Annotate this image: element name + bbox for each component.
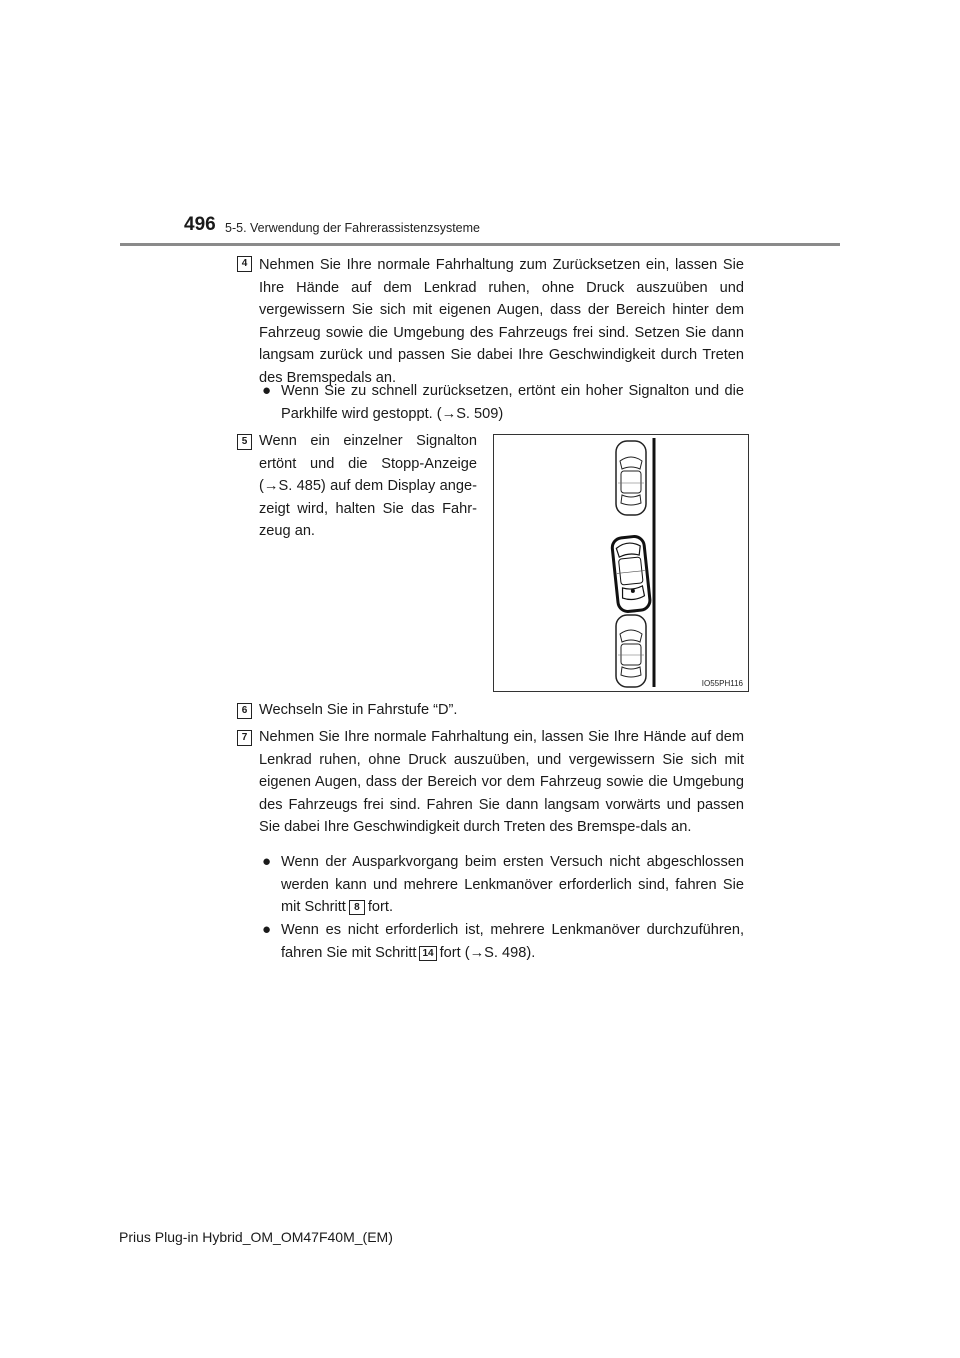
step-7-bullet-2-end: fort (→S. 498).: [439, 944, 536, 961]
bullet-icon: ●: [262, 921, 272, 938]
parking-diagram: [493, 434, 749, 692]
step-badge-6: 6: [237, 703, 252, 719]
figure-code: IO55PH116: [701, 679, 743, 688]
page-number: 496: [184, 214, 216, 235]
step-7-bullet-1: [262, 851, 744, 919]
bullet-icon: ●: [262, 853, 272, 870]
bullet-icon: ●: [262, 382, 272, 399]
parked-car-front-icon: [616, 441, 646, 515]
step-ref-badge-14: 14: [419, 946, 436, 961]
step-4-bullet-text: Wenn Sie zu schnell zurücksetzen, ertönt ein hoher Signalton und die Parkhilfe wird gestoppt. (→S. 509): [281, 383, 744, 422]
step-badge-7: 7: [237, 730, 252, 746]
step-7-bullet-1-end: fort.: [367, 899, 394, 915]
parking-illustration: [494, 435, 748, 691]
section-title: 5-5. Verwendung der Fahrerassistenzsysteme: [225, 221, 480, 235]
footer-document-id: Prius Plug-in Hybrid_OM_OM47F40M_(EM): [119, 1229, 393, 1245]
step-7-bullet-2: [262, 919, 744, 964]
step-5-text: Wenn ein einzelner Signalton ertönt und die Stopp-Anzeige (→S. 485) auf dem Display ange-zeigt wird, halten Sie das Fahr-zeug an.: [259, 433, 477, 539]
own-car-icon: [611, 536, 651, 613]
step-4-text: Nehmen Sie Ihre normale Fahrhaltung zum Zurücksetzen ein, lassen Sie Ihre Hände auf dem Lenkrad ruhen, ohne Druck auszuüben und vergewissern Sie sich mit eigenen Augen, dass der Bereich hinter dem Fahrzeug sowie die Umgebung des Fahrzeugs frei sind. Setzen Sie dann langsam zurück und passen Sie dabei Ihre Geschwindigkeit durch Treten des Bremspedals an.: [259, 257, 744, 386]
step-4-bullet: [262, 380, 744, 425]
step-7-bullet-1-text: Wenn der Ausparkvorgang beim ersten Versuch nicht abgeschlossen werden kann und mehrere Lenkmanöver erforderlich sind, fahren Sie mit Schritt: [281, 854, 744, 915]
step-7-bullet-2-text: Wenn es nicht erforderlich ist, mehrere Lenkmanöver durchzuführen, fahren Sie mit Schritt: [281, 922, 744, 961]
header-divider: [120, 243, 840, 246]
parked-car-rear-icon: [616, 615, 646, 687]
step-badge-4: 4: [237, 256, 252, 272]
step-ref-badge-8: 8: [349, 900, 365, 915]
step-6-text: Wechseln Sie in Fahrstufe “D”.: [259, 702, 458, 718]
step-badge-5: 5: [237, 434, 252, 450]
step-7-text: Nehmen Sie Ihre normale Fahrhaltung ein, lassen Sie Ihre Hände auf dem Lenkrad ruhen, ohne Druck auszuüben, und vergewissern Sie sich mit eigenen Augen, dass der Bereich vor dem Fahrzeug sowie die Umgebung des Fahrzeugs frei sind. Fahren Sie dann langsam vorwärts und passen Sie dabei Ihre Geschwindigkeit durch Treten des Bremspe-dals an.: [259, 729, 744, 835]
